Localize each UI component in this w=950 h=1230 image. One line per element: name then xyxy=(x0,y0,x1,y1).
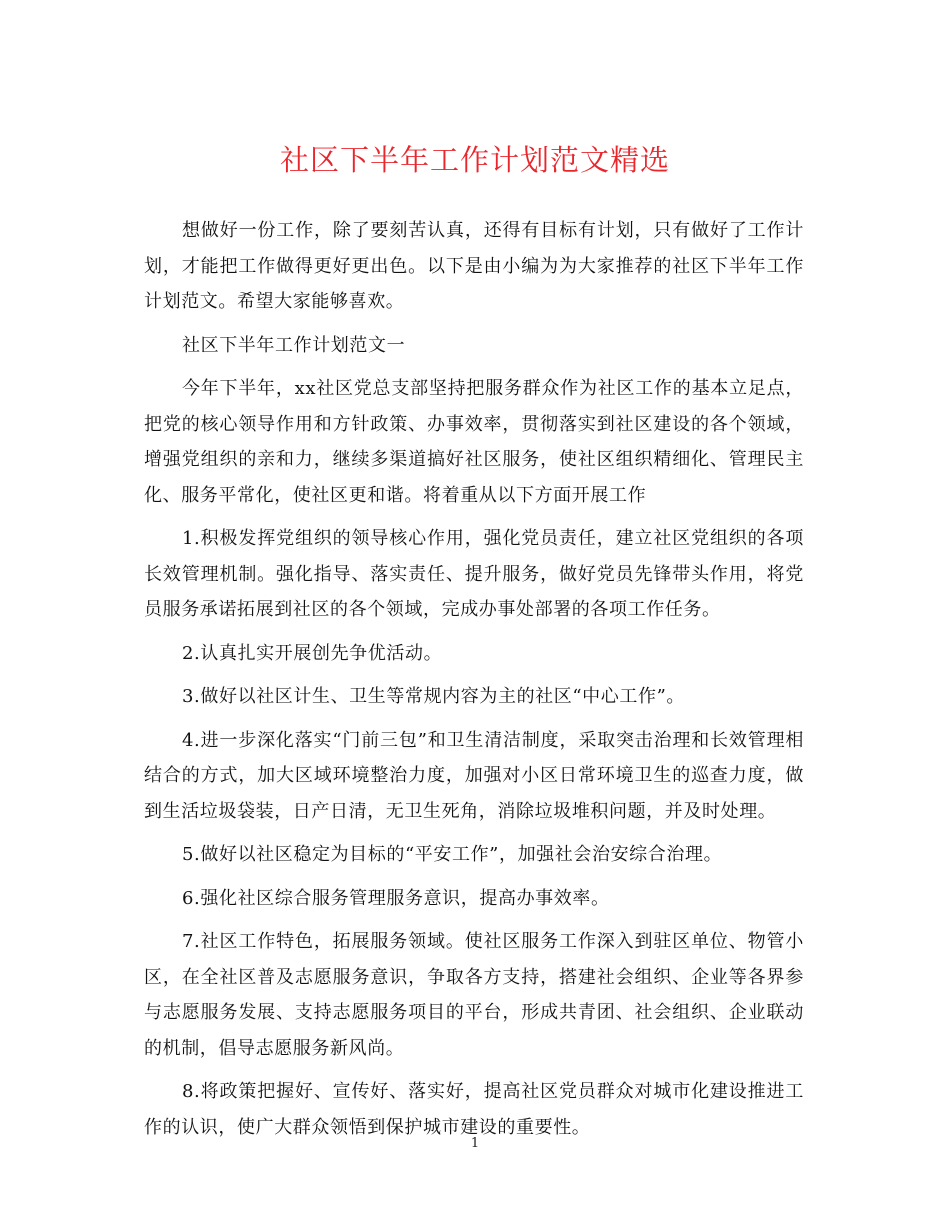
list-item-3: 3.做好以社区计生、卫生等常规内容为主的社区“中心工作”。 xyxy=(182,686,685,707)
section-heading: 社区下半年工作计划范文一 xyxy=(182,334,406,356)
list-item-4: 4.进一步深化落实“门前三包”和卫生清洁制度，采取突击治理和长效管理相结合的方式，加大区域环境整治力度，加强对小区日常环境卫生的巡查力度，做到生活垃圾袋装，日产日清，无卫生死角，消除垃圾堆积问题，并及时处理。 xyxy=(144,729,804,822)
page-number: 1 xyxy=(470,1136,480,1151)
list-item-8: 8.将政策把握好、宣传好、落实好，提高社区党员群众对城市化建设推进工作的认识，使广大群众领悟到保护城市建设的重要性。 xyxy=(144,1081,804,1138)
list-item-2: 2.认真扎实开展创先争优活动。 xyxy=(182,642,443,664)
document-title: 社区下半年工作计划范文精选 xyxy=(279,143,670,177)
intro-paragraph: 想做好一份工作，除了要刻苦认真，还得有目标有计划，只有做好了工作计划，才能把工作做得更好更出色。以下是由小编为为大家推荐的社区下半年工作计划范文。希望大家能够喜欢。 xyxy=(144,220,804,312)
list-item-5: 5.做好以社区稳定为目标的“平安工作”，加强社会治安综合治理。 xyxy=(182,844,723,865)
list-item-1: 1.积极发挥党组织的领导核心作用，强化党员责任，建立社区党组织的各项长效管理机制。强化指导、落实责任、提升服务，做好党员先锋带头作用，将党员服务承诺拓展到社区的各个领域，完成办事处部署的各项工作任务。 xyxy=(144,528,804,620)
list-item-7: 7.社区工作特色，拓展服务领域。使社区服务工作深入到驻区单位、物管小区，在全社区普及志愿服务意识，争取各方支持，搭建社会组织、企业等各界参与志愿服务发展、支持志愿服务项目的平台，形成共青团、社会组织、企业联动的机制，倡导志愿服务新风尚。 xyxy=(144,931,804,1059)
list-item-6: 6.强化社区综合服务管理服务意识，提高办事效率。 xyxy=(182,887,610,909)
body-paragraph: 今年下半年，xx社区党总支部坚持把服务群众作为社区工作的基本立足点，把党的核心领导作用和方针政策、办事效率，贯彻落实到社区建设的各个领域，增强党组织的亲和力，继续多渠道搞好社区服务，使社区组织精细化、管理民主化、服务平常化，使社区更和谐。将着重从以下方面开展工作 xyxy=(144,378,804,506)
document-body xyxy=(144,213,804,1153)
